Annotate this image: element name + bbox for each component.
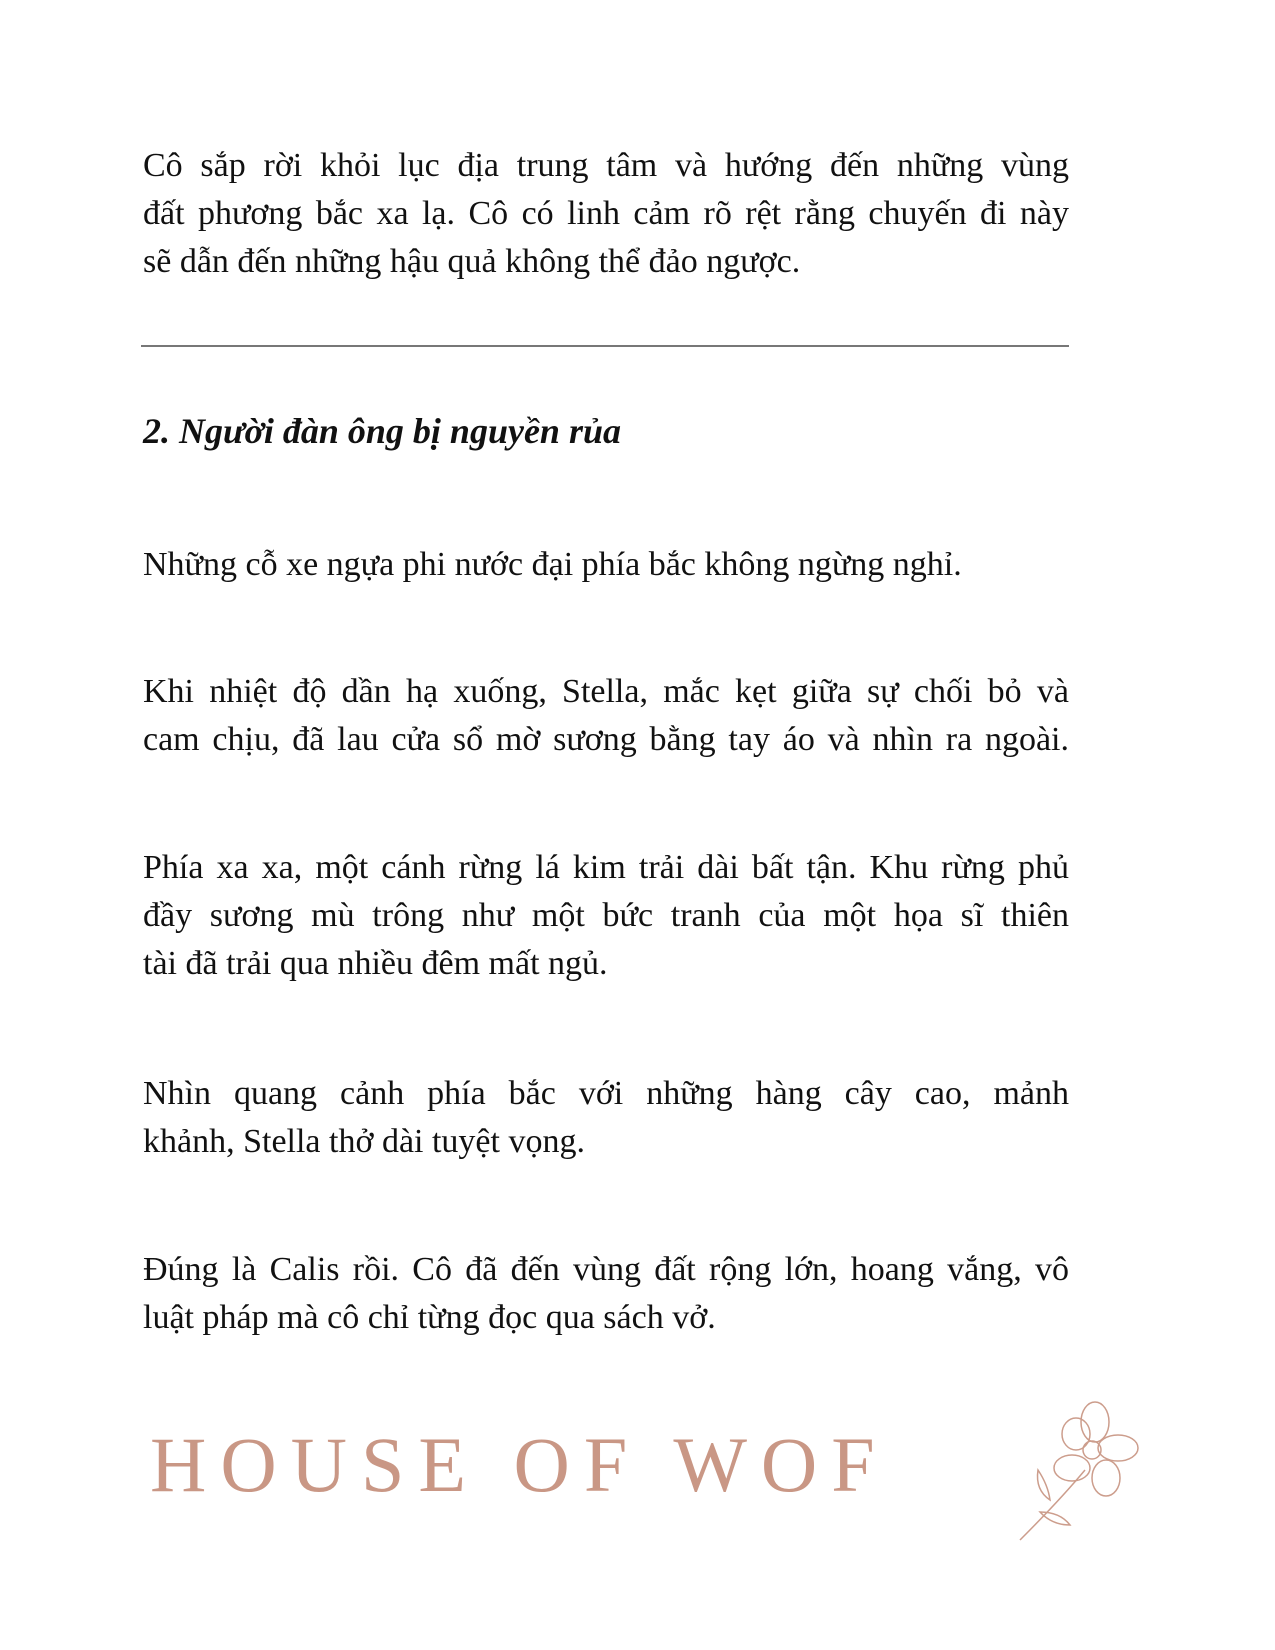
paragraph xyxy=(143,1246,1069,1342)
text-line: luật pháp mà cô chỉ từng đọc qua sách vở. xyxy=(143,1299,716,1336)
text-line: Đúng là Calis rồi. Cô đã đến vùng đất rộng lớn, hoang vắng, vô xyxy=(143,1251,1069,1288)
horizontal-divider xyxy=(141,345,1069,347)
text-line: sẽ dẫn đến những hậu quả không thể đảo ngược. xyxy=(143,243,801,280)
text-line: tài đã trải qua nhiều đêm mất ngủ. xyxy=(143,945,608,982)
intro-paragraph xyxy=(143,142,1069,286)
text-line: Nhìn quang cảnh phía bắc với những hàng cây cao, mảnh xyxy=(143,1075,1069,1112)
text-line: Những cỗ xe ngựa phi nước đại phía bắc không ngừng nghỉ. xyxy=(143,546,962,583)
paragraph xyxy=(143,844,1069,988)
text-line: đầy sương mù trông như một bức tranh của một họa sĩ thiên xyxy=(143,897,1069,934)
watermark-text: HOUSE OF WOF xyxy=(150,1421,889,1508)
chapter-heading: 2. Người đàn ông bị nguyền rủa xyxy=(143,411,621,451)
text-line: khảnh, Stella thở dài tuyệt vọng. xyxy=(143,1123,585,1160)
text-line: Cô sắp rời khỏi lục địa trung tâm và hướng đến những vùng xyxy=(143,147,1069,184)
text-line: Phía xa xa, một cánh rừng lá kim trải dài bất tận. Khu rừng phủ xyxy=(143,849,1069,886)
text-line: đất phương bắc xa lạ. Cô có linh cảm rõ rệt rằng chuyến đi này xyxy=(143,195,1069,232)
paragraph xyxy=(143,1070,1069,1166)
paragraph xyxy=(143,668,1069,764)
text-line: Khi nhiệt độ dần hạ xuống, Stella, mắc kẹt giữa sự chối bỏ và xyxy=(143,673,1069,710)
flower-watermark-icon xyxy=(1000,1400,1150,1550)
paragraph xyxy=(143,541,1069,589)
text-line: cam chịu, đã lau cửa sổ mờ sương bằng tay áo và nhìn ra ngoài. xyxy=(143,721,1069,758)
